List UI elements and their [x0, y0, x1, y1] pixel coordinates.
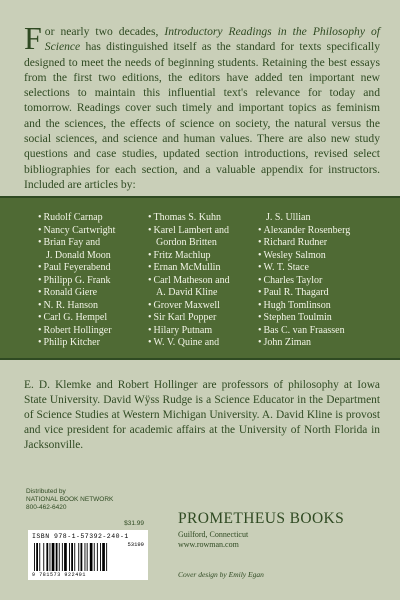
contributor-name: • Ronald Giere [38, 287, 146, 300]
book-title-italic: Introductory Readings in the Philosophy of Science [44, 25, 380, 54]
contributor-name: • W. V. Quine and [148, 337, 266, 350]
contributor-name: • Philip Kitcher [38, 337, 146, 350]
contributors-column-3 [258, 212, 378, 350]
distributor-phone: 800-462-6420 [26, 504, 67, 511]
distributor-label: Distributed by [26, 488, 66, 495]
publisher-url: www.rowman.com [178, 539, 239, 549]
contributor-name: • Stephen Toulmin [258, 312, 378, 325]
publisher-city: Guilford, Connecticut [178, 530, 249, 539]
description-blurb [24, 20, 380, 192]
contributor-name: • Bas C. van Fraassen [258, 325, 378, 338]
distributor-info [26, 488, 113, 512]
isbn-label: ISBN 978-1-57392-240-1 [32, 533, 129, 540]
distributor-name: NATIONAL BOOK NETWORK [26, 496, 114, 503]
blurb-body: has distinguished itself as the standard for texts specifically designed to meet the needs of beginning students. Retaining the best essays from the first two editions, the editors have added ten important new selections to maintain this influential text's relevance for today and tomorrow. Readings cover such timely and important topics as feminism and the sciences, the effects of science on society, the natural versus the social sciences, and science and human values. There are also new study questions and case studies, updated section introductions, revised select bibliographies for each section, and a valuable appendix for instructors. Included are articles by: [24, 40, 380, 191]
barcode-block [28, 520, 148, 580]
contributor-name: • Robert Hollinger [38, 325, 146, 338]
contributor-name: • N. R. Hanson [38, 300, 146, 313]
contributor-name: • Carl G. Hempel [38, 312, 146, 325]
contributor-name: • Nancy Cartwright [38, 225, 146, 238]
publisher-name: PROMETHEUS BOOKS [178, 510, 345, 527]
contributor-name: • Richard Rudner [258, 237, 378, 250]
contributors-column-1 [38, 212, 146, 350]
contributor-name: Gordon Britten [156, 237, 217, 248]
contributors-column-2 [148, 212, 266, 350]
cover-design-credit: Cover design by Emily Egan [178, 570, 264, 579]
contributor-name: • Hilary Putnam [148, 325, 266, 338]
barcode-digits: 9 781573 922401 [32, 572, 87, 578]
contributor-name: • Wesley Salmon [258, 250, 378, 263]
contributor-name: • Carl Matheson and [148, 275, 266, 288]
contributor-name: • Ernan McMullin [148, 262, 266, 275]
contributor-name: • Karel Lambert and [148, 225, 266, 238]
price-label: $31.99 [124, 520, 144, 527]
contributor-name: • W. T. Stace [258, 262, 378, 275]
contributor-name: A. David Kline [156, 287, 218, 298]
contributor-name: • Grover Maxwell [148, 300, 266, 313]
contributor-name: • Paul Feyerabend [38, 262, 146, 275]
contributor-name: • Rudolf Carnap [38, 212, 146, 225]
drop-cap: F [24, 20, 42, 56]
contributor-name: • Paul R. Thagard [258, 287, 378, 300]
contributor-name: • Philipp G. Frank [38, 275, 146, 288]
contributor-name: • Brian Fay and [38, 237, 146, 250]
price-addon-code: 53199 [127, 541, 144, 548]
contributor-name: • Thomas S. Kuhn [148, 212, 266, 225]
contributors-band [0, 196, 400, 360]
contributor-name: J. S. Ullian [266, 212, 311, 223]
publisher-details [178, 530, 248, 549]
contributor-name: J. Donald Moon [46, 249, 111, 261]
editors-bio: E. D. Klemke and Robert Hollinger are professors of philosophy at Iowa State University. David Wÿss Rudge is a Science Educator in the Department of Science Studies at Western Michigan University. A. David Kline is provost and vice president for academic affairs at the University of North Florida in Jacksonville. [24, 379, 380, 452]
contributor-name: • Charles Taylor [258, 275, 378, 288]
contributor-name: • Hugh Tomlinson [258, 300, 378, 313]
contributor-name: • John Ziman [258, 337, 378, 350]
contributor-name: • Fritz Machlup [148, 250, 266, 263]
contributor-name: • Sir Karl Popper [148, 312, 266, 325]
blurb-lead: or nearly two decades, [44, 25, 165, 38]
contributor-name: • Alexander Rosenberg [258, 225, 378, 238]
